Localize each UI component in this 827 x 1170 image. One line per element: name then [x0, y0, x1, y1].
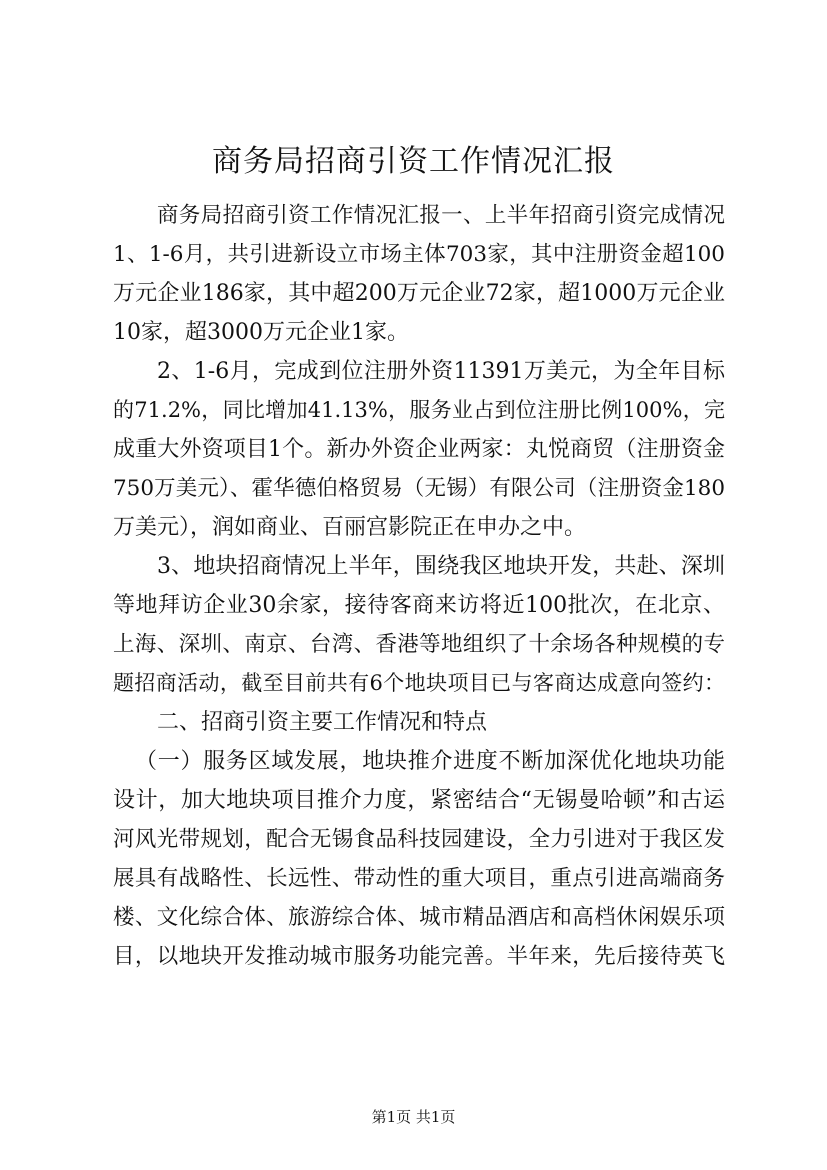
text-line: 上海、深圳、南京、台湾、香港等地组织了十余场各种规模的专: [113, 632, 725, 657]
text-line: 题招商活动，截至目前共有6个地块项目已与客商达成意向签约：: [113, 671, 725, 695]
text-line: 目，以地块开发推动城市服务功能完善。半年来，先后接待英飞: [113, 944, 725, 969]
text-line: 设计，加大地块项目推介力度，紧密结合“无锡曼哈顿”和古运: [113, 788, 725, 813]
text-line: 750万美元）、霍华德伯格贸易（无锡）有限公司（注册资金180: [113, 476, 725, 501]
section-heading: 二、招商引资主要工作情况和特点: [157, 710, 488, 735]
text-line: 1、1-6月，共引进新设立市场主体703家，其中注册资金超100: [113, 242, 725, 267]
text-line: 3、地块招商情况上半年，围绕我区地块开发，共赴、深圳: [157, 554, 725, 579]
text-line: 成重大外资项目1个。新办外资企业两家：丸悦商贸（注册资金: [113, 437, 725, 462]
text-line: （一）服务区域发展，地块推介进度不断加深优化地块功能: [135, 749, 725, 774]
text-line: 2、1-6月，完成到位注册外资11391万美元，为全年目标: [157, 359, 725, 384]
text-line: 楼、文化综合体、旅游综合体、城市精品酒店和高档休闲娱乐项: [113, 905, 725, 930]
text-line: 展具有战略性、长远性、带动性的重大项目，重点引进高端商务: [113, 866, 725, 891]
text-line: 河风光带规划，配合无锡食品科技园建设，全力引进对于我区发: [113, 827, 725, 852]
text-line: 10家，超3000万元企业1家。: [113, 320, 409, 345]
page-number-footer: 第1页 共1页: [371, 1108, 456, 1126]
text-line: 等地拜访企业30余家，接待客商来访将近100批次，在北京、: [113, 593, 725, 618]
text-line: 万美元），润如商业、百丽宫影院正在申办之中。: [113, 515, 587, 540]
text-line: 商务局招商引资工作情况汇报一、上半年招商引资完成情况: [157, 203, 725, 228]
document-title: 商务局招商引资工作情况汇报: [212, 144, 615, 179]
text-line: 的71.2%，同比增加41.13%，服务业占到位注册比例100%，完: [113, 398, 725, 422]
document-body: [113, 196, 725, 976]
text-line: 万元企业186家，其中超200万元企业72家，超1000万元企业: [113, 281, 725, 306]
